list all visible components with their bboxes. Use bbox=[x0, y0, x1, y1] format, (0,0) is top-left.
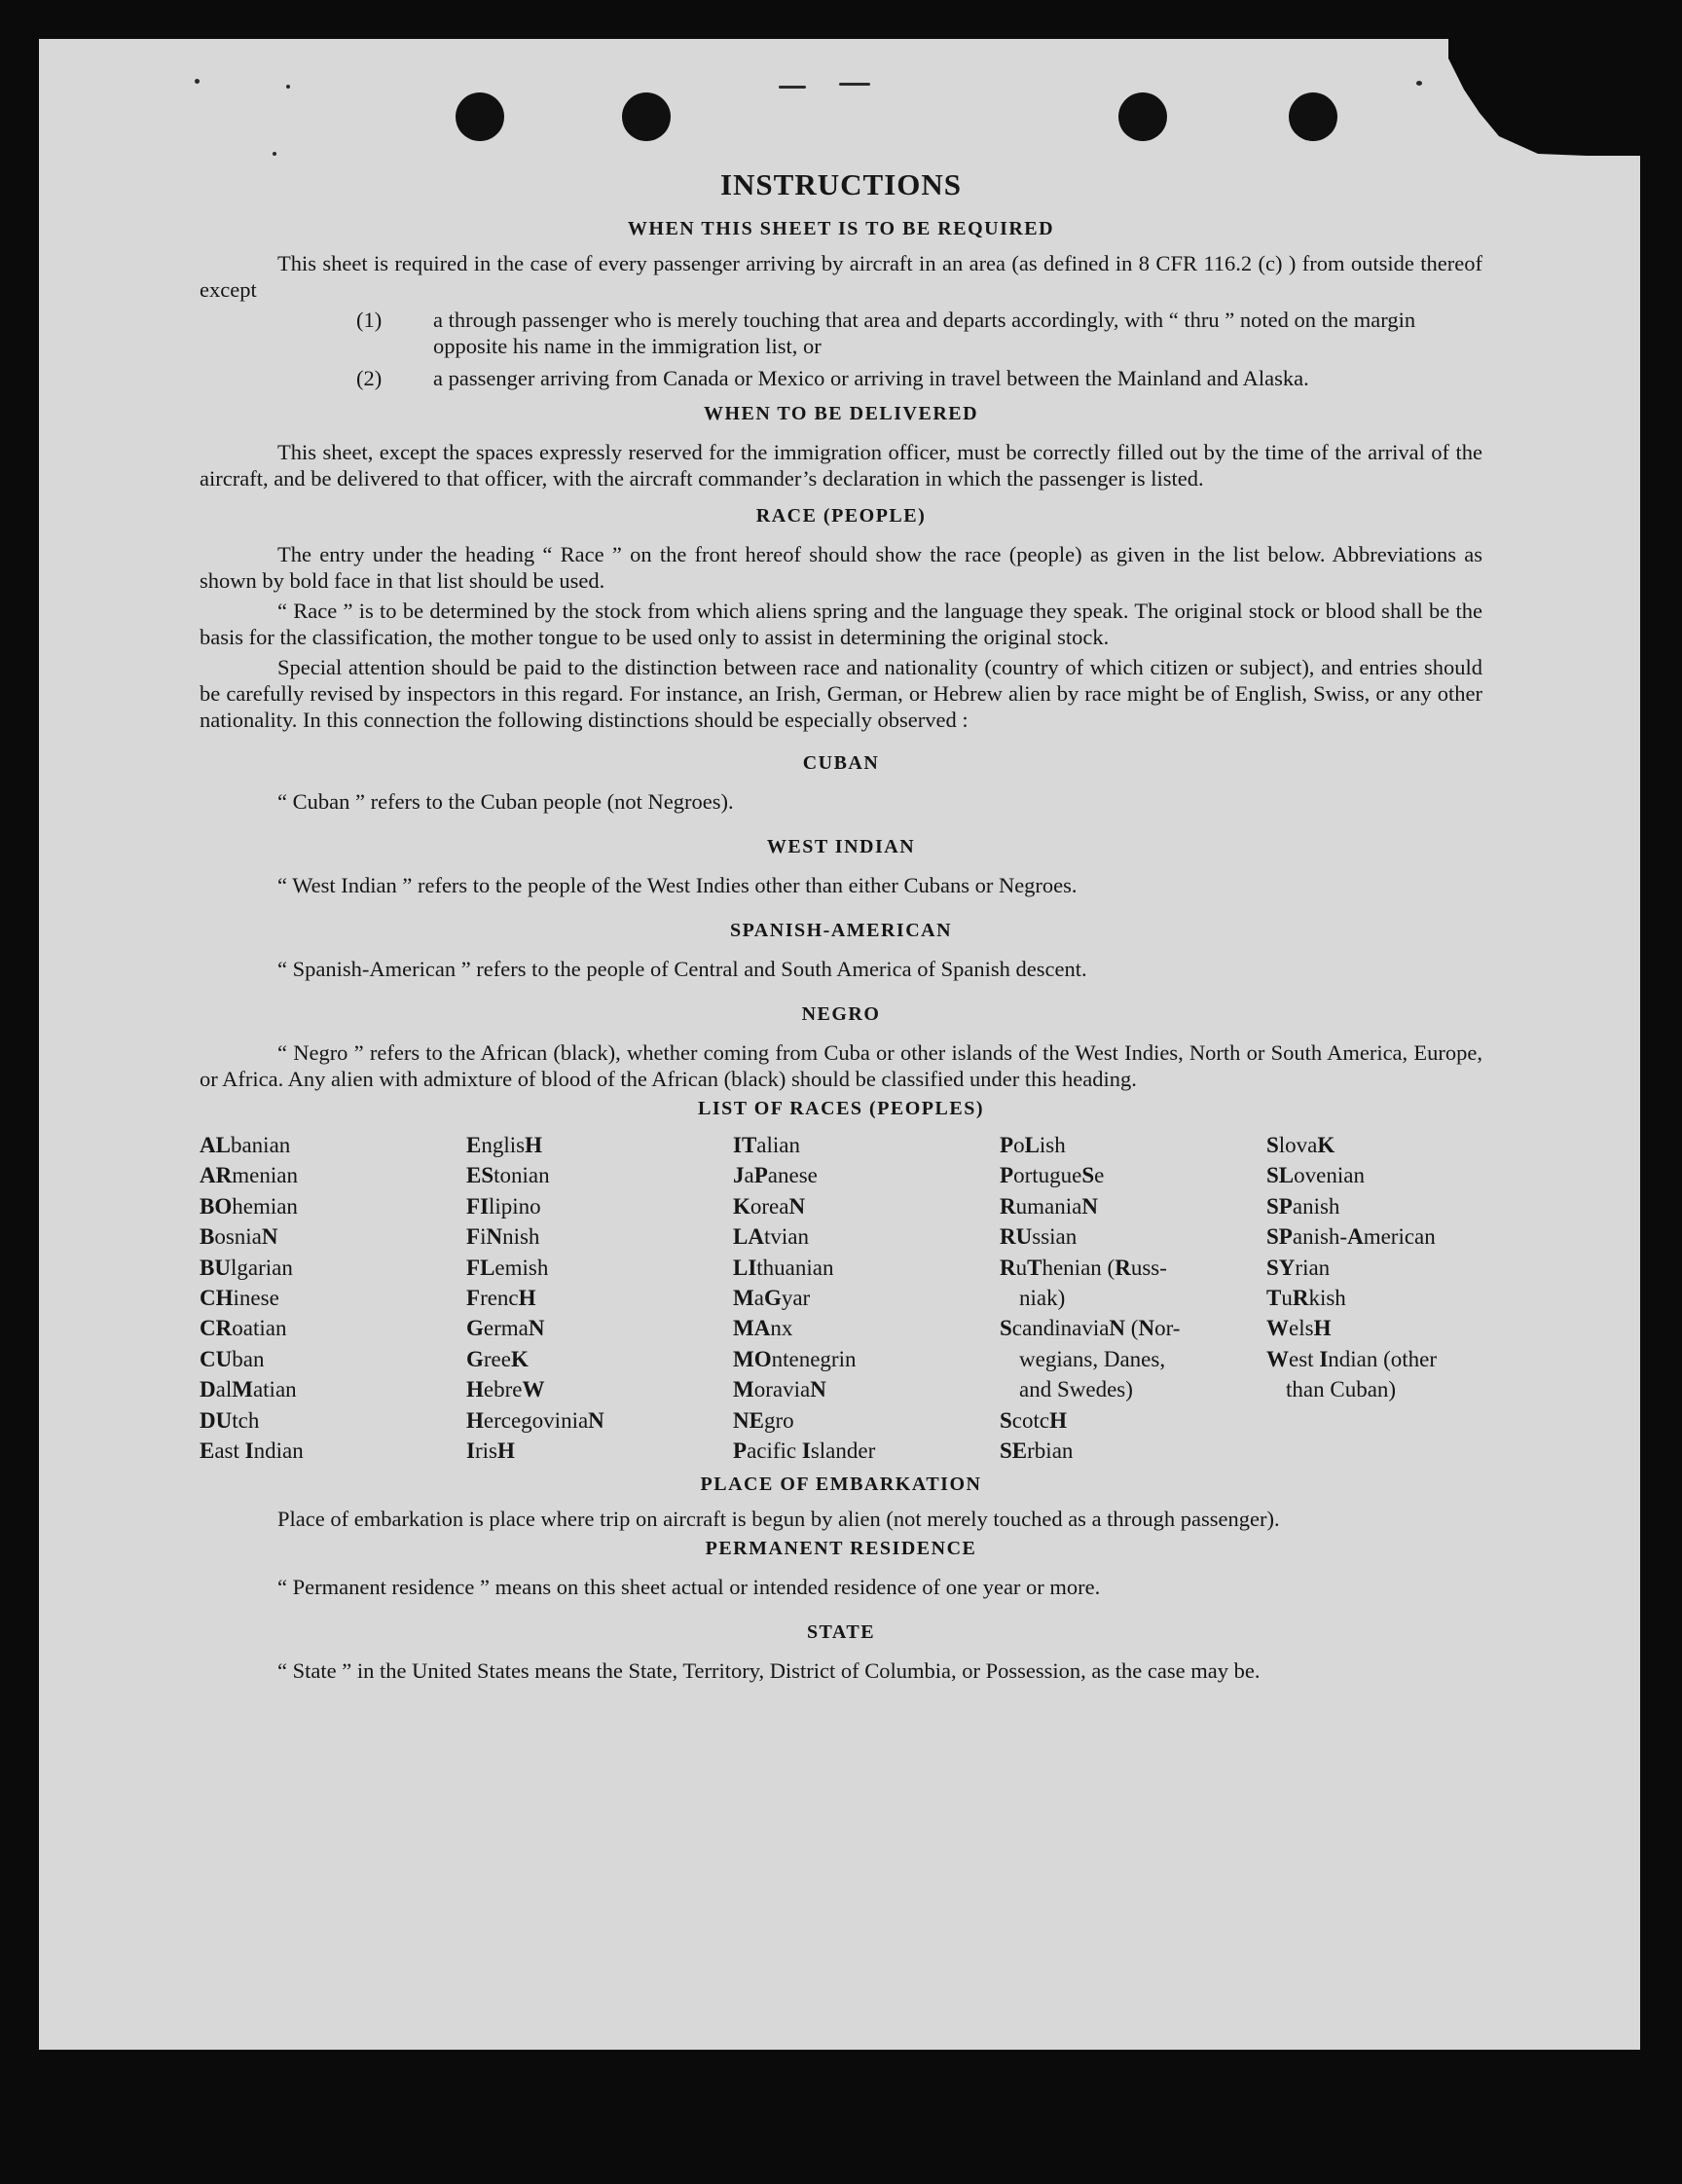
race-entry: ALbanian bbox=[200, 1133, 291, 1157]
paragraph: This sheet is required in the case of every passenger arriving by aircraft in an area (as defined in 8 CFR 116.2 (c) ) from outside thereof except bbox=[200, 251, 1482, 302]
speck bbox=[273, 152, 276, 156]
race-entry: ARmenian bbox=[200, 1163, 298, 1188]
race-entry: SPanish bbox=[1266, 1193, 1340, 1219]
paragraph: Special attention should be paid to the distinction between race and nationality (country of which citizen or subject), and entries should be carefully revised by inspectors in this regard. For instance, an Irish, German, or Hebrew alien by race might be of English, Swiss, or any other nationality. In this connection the following distinctions should be especially observed : bbox=[200, 655, 1482, 732]
speck bbox=[1416, 81, 1422, 86]
race-entry: FiNnish bbox=[466, 1224, 540, 1250]
paragraph: “ Negro ” refers to the African (black), whether coming from Cuba or other islands of the West Indies, North or South America, Europe, or Africa. Any alien with admixture of blood of the African (black) should be classified under this heading. bbox=[200, 1040, 1482, 1091]
section-heading: PERMANENT RESIDENCE bbox=[705, 1538, 977, 1560]
section-heading: RACE (PEOPLE) bbox=[755, 505, 927, 527]
race-entry: DUtch bbox=[200, 1407, 260, 1433]
clause-number: (2) bbox=[356, 366, 383, 390]
clause-item bbox=[200, 365, 1482, 391]
race-entry: PoLish bbox=[1000, 1133, 1066, 1157]
paragraph: The entry under the heading “ Race ” on the front hereof should show the race (people) as given in the list below. Abbreviations as shown by bold face in that list should be used. bbox=[200, 542, 1482, 593]
race-entry: BOhemian bbox=[200, 1193, 298, 1219]
race-entry: EStonian bbox=[466, 1163, 550, 1188]
section-heading: NEGRO bbox=[801, 1003, 881, 1025]
race-entry: NEgro bbox=[733, 1407, 794, 1433]
race-entry: LAtvian bbox=[733, 1224, 809, 1250]
race-column bbox=[733, 1130, 1000, 1466]
race-entry: CUban bbox=[200, 1346, 265, 1371]
race-entry: FIlipino bbox=[466, 1193, 541, 1219]
race-column bbox=[466, 1130, 733, 1466]
section-heading: WEST INDIAN bbox=[766, 836, 916, 857]
race-entry: ScandinaviaN (Nor- bbox=[1000, 1316, 1181, 1341]
section-heading: WHEN TO BE DELIVERED bbox=[703, 403, 979, 424]
race-entry: MoraviaN bbox=[733, 1377, 826, 1402]
race-entry: MAnx bbox=[733, 1316, 793, 1341]
race-entry: SYrian bbox=[1266, 1255, 1331, 1280]
speck bbox=[839, 83, 870, 86]
paragraph: “ Race ” is to be determined by the stock from which aliens spring and the language they speak. The original stock or blood shall be the basis for the classification, the mother tongue to be used only to assist in determining the original stock. bbox=[200, 599, 1482, 649]
punch-hole bbox=[456, 92, 504, 141]
race-entry: RumaniaN bbox=[1000, 1193, 1098, 1219]
race-entry: CHinese bbox=[200, 1286, 279, 1311]
race-entry: SLovenian bbox=[1266, 1163, 1365, 1188]
race-entry: niak) bbox=[1019, 1286, 1066, 1311]
race-entry: WelsH bbox=[1266, 1316, 1332, 1341]
race-entry: FLemish bbox=[466, 1255, 549, 1280]
race-column bbox=[200, 1130, 466, 1466]
race-entry: IrisH bbox=[466, 1438, 515, 1464]
section-heading: LIST OF RACES (PEOPLES) bbox=[697, 1098, 984, 1119]
race-entry: GermaN bbox=[466, 1316, 545, 1341]
race-entry: HebreW bbox=[466, 1377, 545, 1402]
race-entry: MaGyar bbox=[733, 1286, 811, 1311]
speck bbox=[195, 79, 200, 84]
race-entry: SErbian bbox=[1000, 1438, 1074, 1464]
race-entry: RuThenian (Russ- bbox=[1000, 1255, 1167, 1280]
race-entry: wegians, Danes, bbox=[1019, 1346, 1166, 1371]
race-entry: JaPanese bbox=[733, 1163, 818, 1188]
race-entry: RUssian bbox=[1000, 1224, 1078, 1250]
race-entry: KoreaN bbox=[733, 1193, 806, 1219]
race-entry: East Indian bbox=[200, 1438, 304, 1464]
speck bbox=[779, 86, 806, 89]
instructions-content bbox=[200, 167, 1482, 1684]
race-entry: than Cuban) bbox=[1286, 1377, 1397, 1402]
race-entry: GreeK bbox=[466, 1346, 529, 1371]
race-entry: BUlgarian bbox=[200, 1255, 293, 1280]
punch-hole bbox=[1289, 92, 1337, 141]
race-entry: BosniaN bbox=[200, 1224, 278, 1250]
race-entry: TuRkish bbox=[1266, 1286, 1346, 1311]
clause-item bbox=[200, 307, 1482, 359]
race-entry: Pacific Islander bbox=[733, 1438, 876, 1464]
race-entry: PortugueSe bbox=[1000, 1163, 1105, 1188]
paragraph: “ State ” in the United States means the State, Territory, District of Columbia, or Possession, as the case may be. bbox=[277, 1658, 1261, 1684]
paragraph: “ Cuban ” refers to the Cuban people (not Negroes). bbox=[277, 789, 734, 814]
section-heading: STATE bbox=[806, 1621, 876, 1644]
race-entry: EnglisH bbox=[466, 1133, 542, 1157]
race-entry: West Indian (other bbox=[1266, 1346, 1438, 1371]
race-list bbox=[200, 1130, 1482, 1466]
speck bbox=[286, 85, 290, 89]
race-column bbox=[1000, 1130, 1266, 1466]
race-entry: SlovaK bbox=[1266, 1133, 1335, 1157]
page-title: INSTRUCTIONS bbox=[719, 167, 962, 201]
race-entry: ITalian bbox=[733, 1133, 800, 1157]
clause-number: (1) bbox=[356, 308, 383, 332]
race-entry: SPanish-American bbox=[1266, 1224, 1436, 1250]
paragraph: “ West Indian ” refers to the people of the West Indies other than either Cubans or Negroes. bbox=[277, 873, 1078, 897]
paragraph: This sheet, except the spaces expressly reserved for the immigration officer, must be correctly filled out by the time of the arrival of the aircraft, and be delivered to that officer, with the aircraft commander’s declaration in which the passenger is listed. bbox=[200, 440, 1482, 491]
paragraph: Place of embarkation is place where trip on aircraft is begun by alien (not merely touched as a through passenger). bbox=[277, 1507, 1280, 1532]
punch-hole bbox=[1118, 92, 1167, 141]
race-entry: HercegoviniaN bbox=[466, 1407, 604, 1433]
race-entry: MOntenegrin bbox=[733, 1346, 857, 1371]
race-column bbox=[1266, 1130, 1482, 1466]
paragraph: “ Permanent residence ” means on this sheet actual or intended residence of one year or more. bbox=[277, 1575, 1101, 1600]
section-heading: CUBAN bbox=[802, 752, 880, 774]
race-entry: ScotcH bbox=[1000, 1407, 1067, 1433]
section-heading: WHEN THIS SHEET IS TO BE REQUIRED bbox=[627, 218, 1055, 239]
race-entry: LIthuanian bbox=[733, 1255, 834, 1280]
section-heading: PLACE OF EMBARKATION bbox=[700, 1474, 982, 1496]
race-entry: and Swedes) bbox=[1019, 1377, 1133, 1402]
clause-text: a through passenger who is merely touching that area and departs accordingly, with “ thru ” noted on the margin opposite his name in the immigration list, or bbox=[433, 308, 1416, 358]
punch-hole bbox=[622, 92, 671, 141]
race-entry: DalMatian bbox=[200, 1377, 297, 1402]
section-heading: SPANISH-AMERICAN bbox=[729, 920, 953, 941]
race-entry: FrencH bbox=[466, 1286, 536, 1311]
clause-text: a passenger arriving from Canada or Mexico or arriving in travel between the Mainland and Alaska. bbox=[433, 366, 1309, 390]
race-entry: CRoatian bbox=[200, 1316, 287, 1341]
paragraph: “ Spanish-American ” refers to the people of Central and South America of Spanish descent. bbox=[277, 957, 1087, 981]
